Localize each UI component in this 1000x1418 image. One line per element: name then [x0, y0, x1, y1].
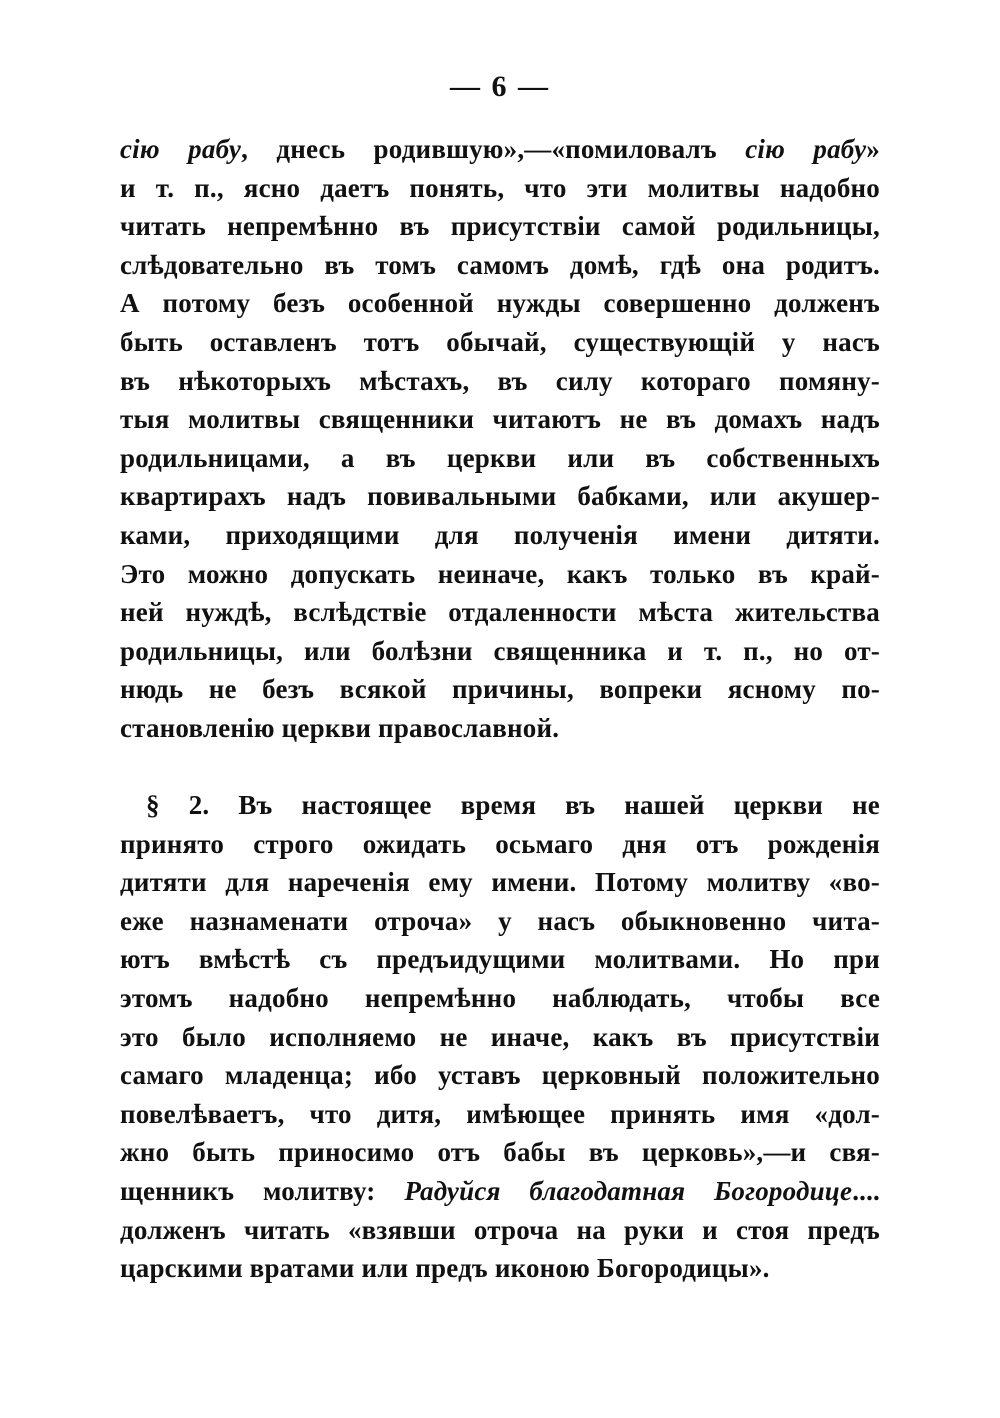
text-segment: ней нуждѣ, вслѣдствіе отдаленности мѣста жительства	[120, 597, 880, 628]
text-segment: ками, приходящими для полученія имени дитяти.	[120, 519, 880, 550]
text-segment: § 2. Въ настоящее время въ нашей церкви не	[146, 790, 880, 820]
text-line	[120, 477, 880, 516]
paragraph-2	[120, 786, 880, 1288]
text-segment: тыя молитвы священники читаютъ не въ домахъ надъ	[120, 404, 880, 435]
text-segment: квартирахъ надъ повивальными бабками, или акушер-	[120, 481, 880, 512]
italic-text: сію рабу	[745, 134, 867, 164]
text-segment: »	[866, 134, 880, 164]
text-line	[120, 1018, 880, 1057]
text-line	[120, 246, 880, 285]
text-segment: нюдь не безъ всякой причины, вопреки ясному по-	[120, 674, 880, 705]
page-number: — 6 —	[450, 70, 550, 103]
paragraph-1	[120, 130, 880, 748]
text-line	[120, 1249, 880, 1288]
text-segment: читать непремѣнно въ присутствіи самой родильницы,	[120, 211, 880, 242]
text-line	[120, 902, 880, 941]
text-segment: это было исполняемо не иначе, какъ въ присутствіи	[120, 1021, 880, 1052]
text-segment: этомъ надобно непремѣнно наблюдать, чтобы все	[120, 982, 880, 1013]
text-line	[120, 1133, 880, 1172]
text-segment: еже назнаменати отроча» у насъ обыкновенно чита-	[120, 905, 880, 936]
text-segment: Это можно допускать неиначе, какъ только въ край-	[120, 558, 880, 589]
text-line	[120, 284, 880, 323]
text-line	[120, 516, 880, 555]
text-line	[120, 169, 880, 208]
text-segment: ютъ вмѣстѣ съ предъидущими молитвами. Но при	[120, 944, 880, 975]
text-line	[120, 323, 880, 362]
text-segment: жно быть приносимо отъ бабы въ церковь»,—и свя-	[120, 1137, 880, 1168]
text-line	[120, 593, 880, 632]
text-line	[120, 825, 880, 864]
text-segment: долженъ читать «взявши отроча на руки и стоя предъ	[120, 1214, 880, 1245]
text-segment: принято строго ожидать осьмаго дня отъ рожденія	[120, 828, 880, 859]
text-segment: родильницами, а въ церкви или въ собственныхъ	[120, 442, 880, 473]
text-segment: въ нѣкоторыхъ мѣстахъ, въ силу котораго помяну-	[120, 365, 880, 396]
text-segment: самаго младенца; ибо уставъ церковный положительно	[120, 1060, 880, 1091]
text-segment: слѣдовательно въ томъ самомъ домѣ, гдѣ она родитъ.	[120, 249, 880, 280]
text-segment: щенникъ молитву:	[120, 1175, 405, 1206]
text-line	[120, 1095, 880, 1134]
text-segment: быть оставленъ тотъ обычай, существующій у насъ	[120, 326, 880, 357]
text-segment: , днесь родившую»,—«помиловалъ	[241, 134, 746, 164]
text-line	[120, 940, 880, 979]
text-line	[120, 400, 880, 439]
text-segment: родильницы, или болѣзни священника и т. п., но от-	[120, 635, 880, 666]
text-line	[120, 439, 880, 478]
text-segment: ....	[852, 1175, 880, 1206]
text-line	[120, 1211, 880, 1250]
text-line	[120, 709, 880, 748]
italic-text: сію рабу	[120, 134, 242, 164]
text-line	[120, 979, 880, 1018]
text-line	[120, 207, 880, 246]
text-line	[120, 362, 880, 401]
text-line	[120, 863, 880, 902]
text-line	[120, 1172, 880, 1211]
text-line	[120, 786, 880, 825]
text-segment: царскими вратами или предъ иконою Богородицы».	[120, 1253, 770, 1284]
text-line	[120, 670, 880, 709]
text-line	[120, 130, 880, 169]
text-segment: А потому безъ особенной нужды совершенно долженъ	[120, 288, 880, 319]
italic-text: Радуйся благодатная Богородице	[404, 1175, 853, 1206]
text-segment: становленію церкви православной.	[120, 712, 560, 743]
text-line	[120, 632, 880, 671]
text-line	[120, 555, 880, 594]
text-line	[120, 1056, 880, 1095]
text-segment: дитяти для нареченія ему имени. Потому молитву «во-	[120, 867, 880, 898]
text-segment: и т. п., ясно даетъ понять, что эти молитвы надобно	[120, 172, 880, 203]
text-segment: повелѣваетъ, что дитя, имѣющее принять имя «дол-	[120, 1098, 880, 1129]
